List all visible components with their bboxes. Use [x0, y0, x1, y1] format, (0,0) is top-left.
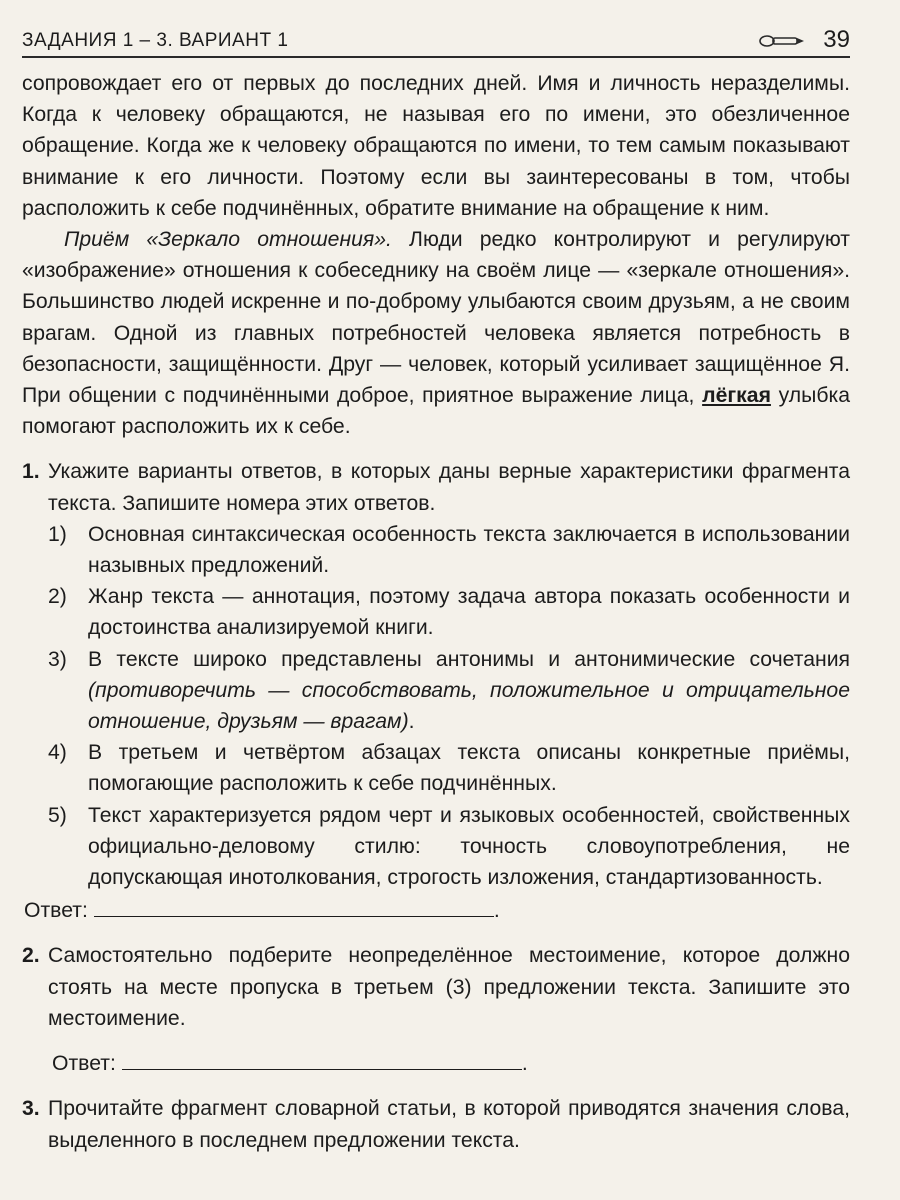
option-5 — [48, 800, 850, 894]
option-3 — [48, 644, 850, 738]
answer-row-2: Ответ: . — [52, 1048, 850, 1079]
answer-label: Ответ: — [24, 899, 88, 923]
task-number: 1. — [22, 460, 40, 484]
task-text: Укажите варианты ответов, в которых даны верные характеристики фрагмента текста. Запишите номера этих ответов. — [48, 460, 850, 515]
task-number: 2. — [22, 944, 40, 968]
option-text-end: . — [408, 710, 415, 734]
answer-field[interactable] — [94, 896, 494, 917]
option-number: 2) — [48, 585, 67, 609]
highlighted-word: лёгкая — [702, 384, 771, 408]
option-number: 3) — [48, 647, 67, 671]
option-1 — [48, 519, 850, 581]
paragraph-mirror — [22, 224, 850, 442]
page-number: 39 — [823, 26, 850, 53]
option-text-main: В тексте широко представлены антонимы и антонимические сочетания — [88, 647, 850, 671]
paragraph-lead: Приём «Зеркало отношения». — [64, 228, 392, 252]
option-examples: (противоречить — способствовать, положительное и отрицательное отношение, друзьям — врагам) — [88, 678, 850, 734]
option-number: 1) — [48, 522, 67, 546]
task-2 — [22, 940, 850, 1034]
task-text: Прочитайте фрагмент словарной статьи, в которой приводятся значения слова, выделенного в последнем предложении текста. — [48, 1097, 850, 1152]
answer-label: Ответ: — [52, 1052, 116, 1076]
task-text: Самостоятельно подберите неопределённое местоимение, которое должно стоять на месте пропуска в третьем (3) предложении текста. Запишите это местоимение. — [48, 944, 850, 1030]
paragraph-continuation: сопровождает его от первых до последних дней. Имя и личность неразделимы. Когда к человеку обращаются, не называя его по имени, это обезличенное обращение. Когда же к человеку обращаются по имени, то тем самым показывают внимание к его личности. Поэтому если вы заинтересованы в том, чтобы расположить к себе подчинённых, обратите внимание на обращение к ним. — [22, 72, 850, 220]
option-text: Жанр текста — аннотация, поэтому задача автора показать особенности и достоинства анализируемой книги. — [88, 585, 850, 640]
paragraph-text-end: улыбка помогают расположить их к себе. — [22, 384, 850, 439]
answer-field[interactable] — [122, 1049, 522, 1070]
answer-row-1: Ответ: . — [24, 895, 850, 926]
option-text: Текст характеризуется рядом черт и языковых особенностей, свойственных официально-деловому стилю: точность словоупотребления, не допускающая инотолкования, строгость изложения, стандартизованность. — [88, 803, 850, 890]
task-3 — [22, 1093, 850, 1155]
option-number: 4) — [48, 741, 67, 765]
page-body — [22, 68, 850, 1156]
option-text: В третьем и четвёртом абзацах текста описаны конкретные приёмы, помогающие расположить к себе подчинённых. — [88, 741, 850, 796]
paragraph-text: Люди редко контролируют и регулируют «изображение» отношения к собеседнику на своём лице — «зеркале отношения». Большинство людей искренне и по-доброму улыбаются своим друзьям, а не своим врагам. Одной из главных потребностей человека является потребность в безопасности, защищённости. Друг — человек, который усиливает защищённое Я. При общении с подчинёнными доброе, приятное выражение лица, — [22, 228, 850, 408]
option-number: 5) — [48, 803, 67, 827]
task-number: 3. — [22, 1097, 40, 1121]
pen-icon — [759, 34, 805, 48]
option-text — [88, 644, 850, 738]
option-2 — [48, 581, 850, 643]
page-header — [22, 22, 850, 58]
section-title: ЗАДАНИЯ 1 – 3. ВАРИАНТ 1 — [22, 30, 289, 51]
task-1 — [22, 456, 850, 518]
option-4 — [48, 737, 850, 799]
option-text: Основная синтаксическая особенность текста заключается в использовании назывных предложений. — [88, 522, 850, 578]
